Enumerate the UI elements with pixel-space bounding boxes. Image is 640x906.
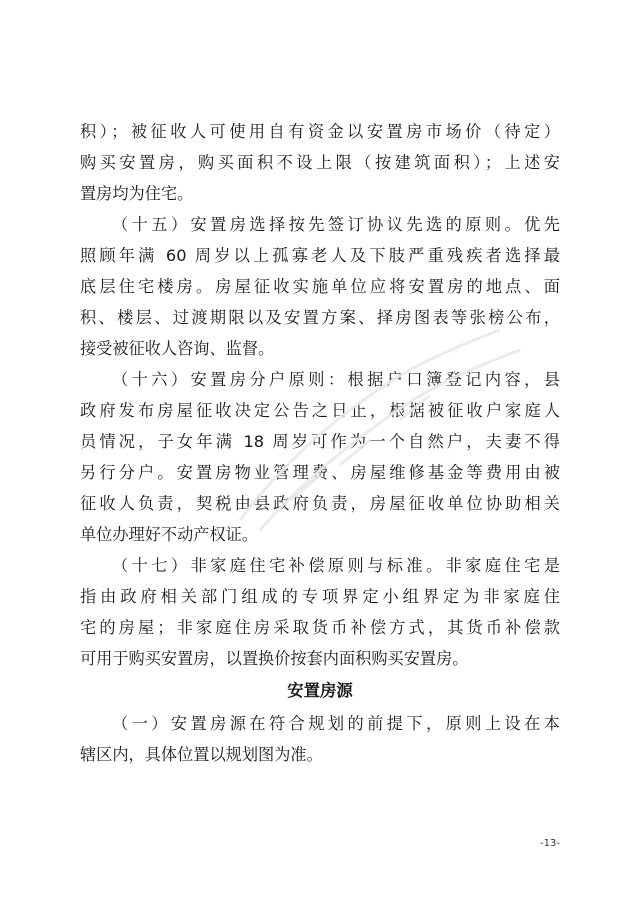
text-line: 可用于购买安置房，以置换价按套内面积购买安置房。: [80, 649, 469, 668]
text-line: 另行分户。安置房物业管理费、房屋维修基金等费用由被: [80, 463, 560, 482]
section-heading: 安置房源: [287, 681, 353, 700]
text-line: 征收人负责，契税由县政府负责，房屋征收单位协助相关: [80, 494, 560, 513]
text-line: 置房均为住宅。: [80, 184, 194, 203]
text-line: 辖区内，具体位置以规划图为准。: [80, 745, 323, 764]
text-line: 接受被征收人咨询、监督。: [80, 339, 275, 358]
paragraph-16-line: （十六）安置房分户原则：根据户口簿登记内容，县: [112, 370, 560, 389]
text-line: 底层住宅楼房。房屋征收实施单位应将安置房的地点、面: [80, 277, 560, 296]
text-line: 单位办理好不动产权证。: [80, 525, 259, 544]
section-paragraph-line: （一）安置房源在符合规划的前提下，原则上设在本: [112, 714, 560, 733]
text-line: 政府发布房屋征收决定公告之日止，根据被征收户家庭人: [80, 401, 560, 420]
text-line: 宅的房屋；非家庭住房采取货币补偿方式，其货币补偿款: [80, 618, 560, 637]
text-line: 购买安置房，购买面积不设上限（按建筑面积）；上述安: [80, 153, 560, 172]
text-line: 照顾年满 60 周岁以上孤寡老人及下肢严重残疾者选择最: [80, 246, 560, 265]
text-line: 积、楼层、过渡期限以及安置方案、择房图表等张榜公布，: [80, 308, 560, 327]
document-body: [80, 116, 560, 770]
text-line: 积）；被征收人可使用自有资金以安置房市场价（待定）: [80, 122, 560, 141]
page-number: -13-: [540, 838, 560, 849]
text-line: 指由政府相关部门组成的专项界定小组界定为非家庭住: [80, 587, 560, 606]
text-line: 员情况，子女年满 18 周岁可作为一个自然户，夫妻不得: [80, 432, 560, 451]
paragraph-15-line: （十五）安置房选择按先签订协议先选的原则。优先: [112, 215, 560, 234]
paragraph-17-line: （十七）非家庭住宅补偿原则与标准。非家庭住宅是: [112, 556, 560, 575]
